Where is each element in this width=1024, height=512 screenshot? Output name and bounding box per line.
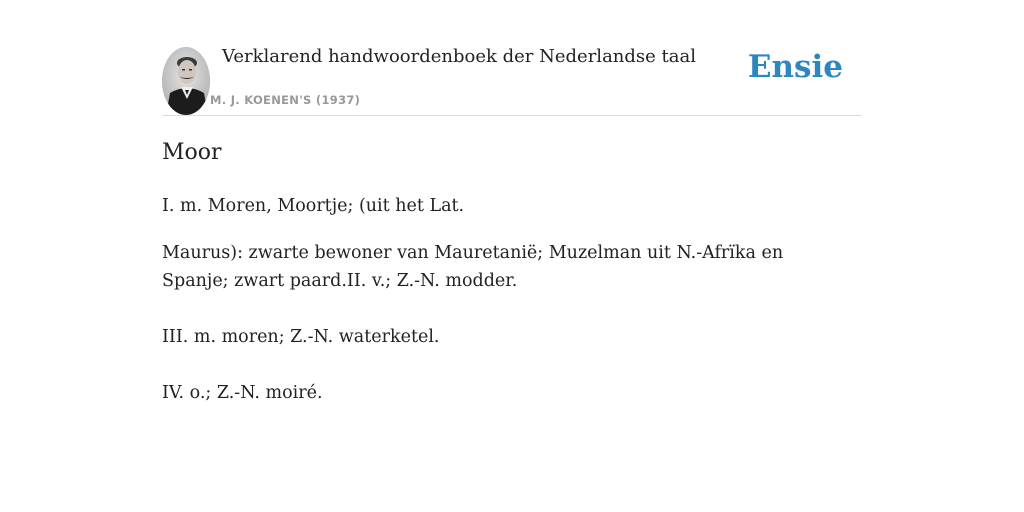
entry-title: Moor [162,140,222,165]
entry-paragraph: III. m. moren; Z.-N. waterketel. [162,327,440,347]
entry-paragraph: Maurus): zwarte bewoner van Mauretanië; Muzelman uit N.-Afrïka en Spanje; zwart paard.II. v.; Z.-N. modder. [162,243,784,291]
author-portrait-image [162,47,210,115]
ensie-logo-link[interactable]: Ensie [747,49,843,85]
book-title: Verklarend handwoordenboek der Nederlandse taal [222,46,696,67]
entry-paragraph: IV. o.; Z.-N. moiré. [162,383,323,403]
page-header [162,45,862,116]
entry-paragraph: I. m. Moren, Moortje; (uit het Lat. [162,196,465,216]
book-subtitle: M. J. KOENEN'S (1937) [210,93,361,107]
author-portrait [162,47,210,115]
